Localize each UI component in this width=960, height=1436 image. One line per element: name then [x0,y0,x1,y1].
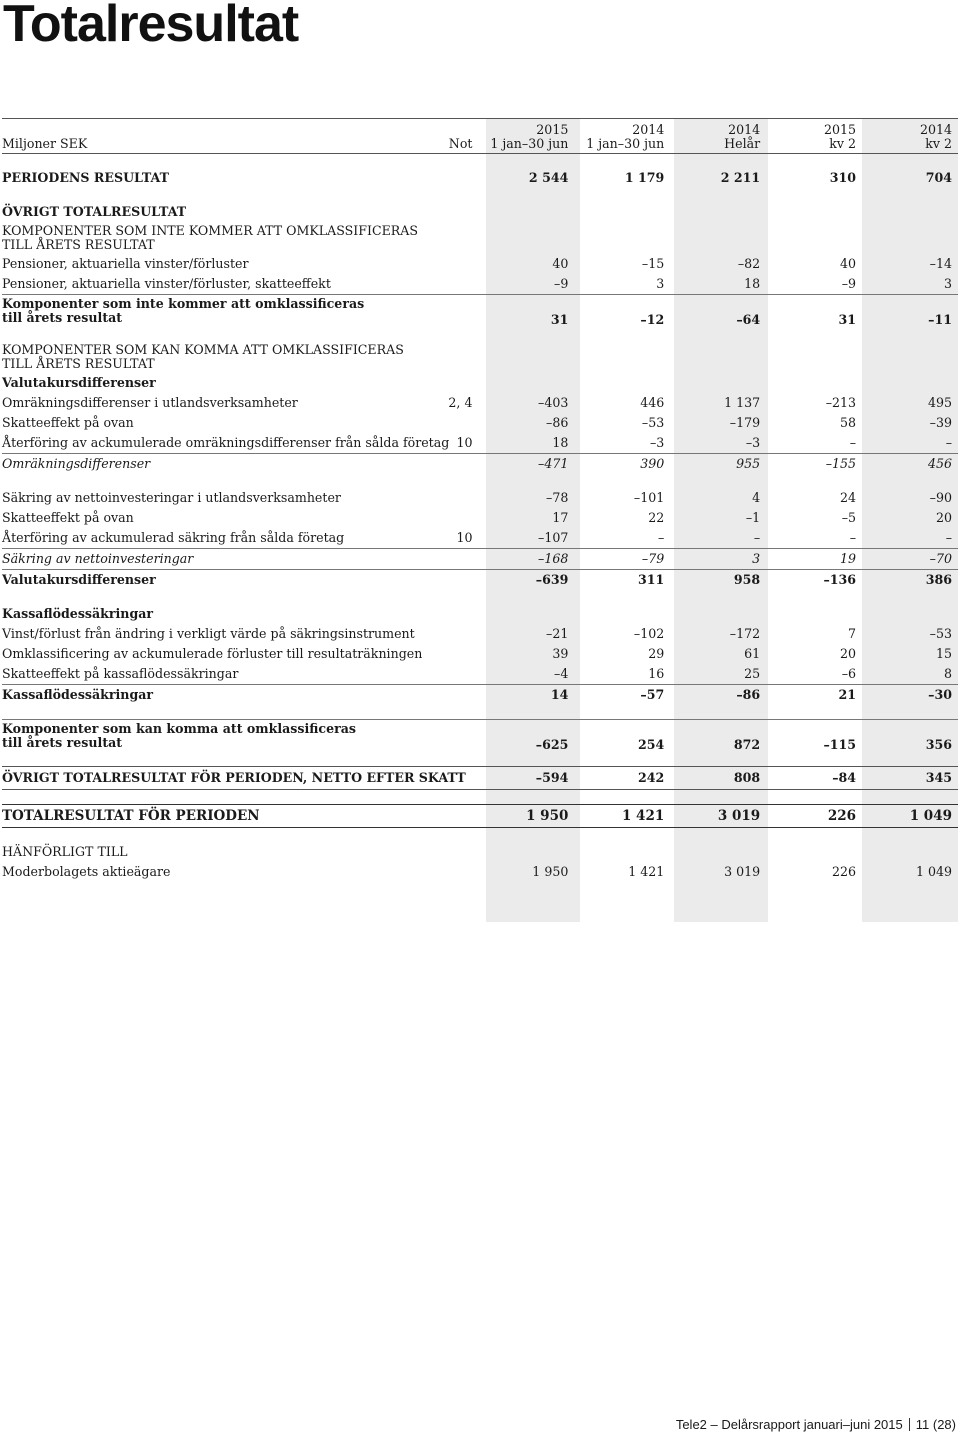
footer-report-name: Tele2 – Delårsrapport januari–juni 2015 [675,1417,903,1432]
footer-divider [909,1418,910,1431]
row-komp-inte-total: Komponenter som inte kommer att omklassificeras till årets resultat 31 –12 –64 31 –11 [2,295,958,328]
row-pension: Pensioner, aktuariella vinster/förluster 40 –15 –82 40 –14 [2,256,952,271]
section-heading-ovrigt: ÖVRIGT TOTALRESULTAT [2,204,187,219]
row-kassa-skatt: Skatteeffekt på kassaflödessäkringar –4 16 25 –6 8 [2,666,952,681]
footer-page-number: 11 (28) [915,1417,956,1432]
row-omklassificering: Omklassificering av ackumulerade förluster till resultaträkningen 39 29 61 20 15 [2,646,952,661]
header-not-label: Not [441,119,479,154]
row-omrakning-skatt: Skatteeffekt på ovan –86 –53 –179 58 –39 [2,415,952,430]
row-ovrigt-total: ÖVRIGT TOTALRESULTAT FÖR PERIODEN, NETTO EFTER SKATT –594 242 808 –84 345 [2,767,958,790]
section-heading-komp-kan: KOMPONENTER SOM KAN KOMMA ATT OMKLASSIFICERAS TILL ÅRETS RESULTAT [2,342,404,371]
row-aterforing-sakring: Återföring av ackumulerad säkring från sålda företag 10 –107 – – – – [2,530,952,545]
row-sakring-skatt: Skatteeffekt på ovan 17 22 –1 –5 20 [2,510,952,525]
header-col-3: 2014 Helår [670,119,766,154]
section-heading-valuta: Valutakursdifferenser [2,375,156,390]
header-unit-label: Miljoner SEK [2,119,441,154]
page-title: Totalresultat [3,0,299,53]
section-heading-komp-inte: KOMPONENTER SOM INTE KOMMER ATT OMKLASSIFICERAS TILL ÅRETS RESULTAT [2,223,418,252]
row-moderbolag: Moderbolagets aktieägare 1 950 1 421 3 019 226 1 049 [2,864,952,879]
header-col-1: 2015 1 jan–30 jun [478,119,574,154]
row-totalresultat: TOTALRESULTAT FÖR PERIODEN 1 950 1 421 3 019 226 1 049 [2,805,958,828]
row-kassa-total: Kassaflödessäkringar 14 –57 –86 21 –30 [2,685,958,706]
header-col-2: 2014 1 jan–30 jun [574,119,670,154]
row-pension-skatt: Pensioner, aktuariella vinster/förluster, skatteeffekt –9 3 18 –9 3 [2,276,952,291]
table-header-row [2,119,958,154]
row-sakring: Säkring av nettoinvesteringar i utlandsverksamheter –78 –101 4 24 –90 [2,490,952,505]
row-sakring-sum: Säkring av nettoinvesteringar –168 –79 3 19 –70 [2,549,958,570]
row-omrakning: Omräkningsdifferenser i utlandsverksamheter 2, 4 –403 446 1 137 –213 495 [2,395,952,410]
comprehensive-income-table [2,118,958,882]
row-valuta-total: Valutakursdifferenser –639 311 958 –136 386 [2,570,958,591]
header-col-4: 2015 kv 2 [766,119,862,154]
row-periodens-resultat: PERIODENS RESULTAT 2 544 1 179 2 211 310 704 [2,170,952,185]
page-footer [676,1417,956,1432]
row-vinst-forlust: Vinst/förlust från ändring i verkligt värde på säkringsinstrument –21 –102 –172 7 –53 [2,626,952,641]
section-heading-hanforligt: HÄNFÖRLIGT TILL [2,844,128,859]
row-komp-kan-total: Komponenter som kan komma att omklassificeras till årets resultat –625 254 872 –115 356 [2,720,958,753]
row-omrakning-sum: Omräkningsdifferenser –471 390 955 –155 456 [2,454,958,475]
section-heading-kassa: Kassaflödessäkringar [2,606,154,621]
row-aterforing-omrakning: Återföring av ackumulerade omräkningsdifferenser från sålda företag 10 18 –3 –3 – – [2,435,952,450]
header-col-5: 2014 kv 2 [862,119,958,154]
